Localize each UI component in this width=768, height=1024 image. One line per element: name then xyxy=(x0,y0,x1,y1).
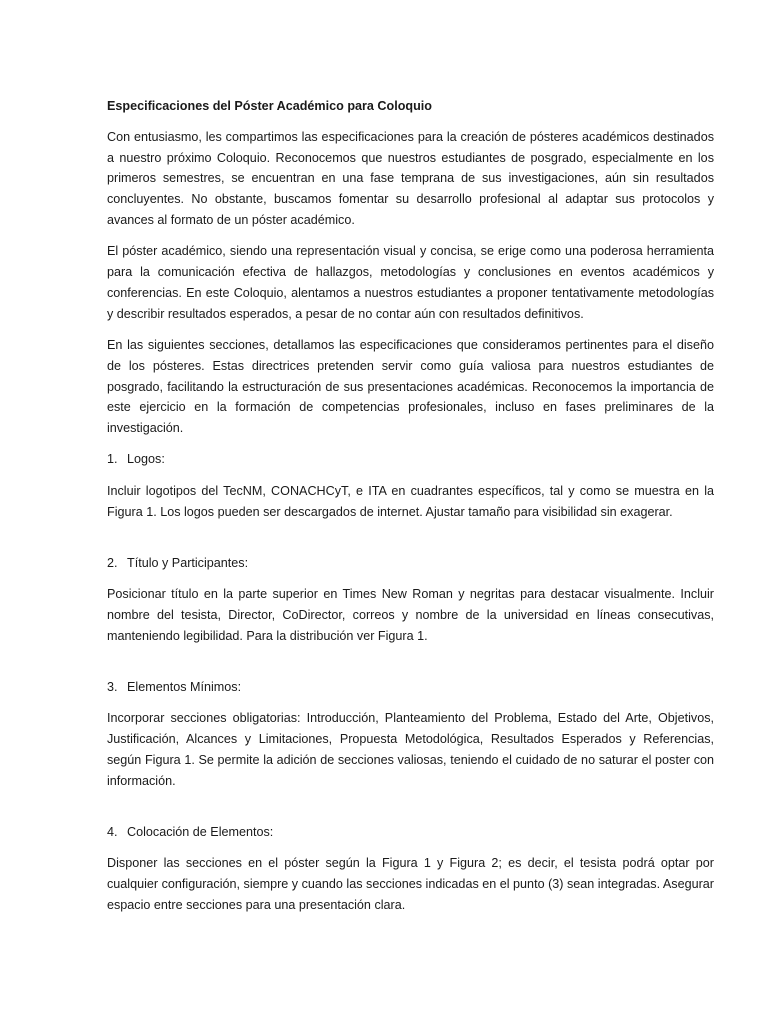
intro-paragraph-3: En las siguientes secciones, detallamos las especificaciones que consideramos pertinentes para el diseño de los pósteres. Estas directrices pretenden servir como guía valiosa para nuestros estudiantes de posgrado, facilitando la estructuración de sus presentaciones académicas. Reconocemos la importancia de este ejercicio en la formación de competencias profesionales, incluso en fases preliminares de la investigación. xyxy=(107,337,714,436)
section-3-body: Incorporar secciones obligatorias: Introducción, Planteamiento del Problema, Estado del Arte, Objetivos, Justificación, Alcances y Limitaciones, Propuesta Metodológica, Resultados Esperados y Referencias, según Figura 1. Se permite la adición de secciones valiosas, teniendo el cuidado de no saturar el poster con información. xyxy=(107,711,714,788)
section-1-body: Incluir logotipos del TecNM, CONACHCyT, e ITA en cuadrantes específicos, tal y como se muestra en la Figura 1. Los logos pueden ser descargados de internet. Ajustar tamaño para visibilidad sin exagerar. xyxy=(107,483,714,519)
section-3-number: 3. xyxy=(107,680,118,695)
intro-paragraph-1: Con entusiasmo, les compartimos las especificaciones para la creación de pósteres académicos destinados a nuestro próximo Coloquio. Reconocemos que nuestros estudiantes de posgrado, especialmente en los primeros semestres, se encuentran en una fase temprana de sus investigaciones, aún sin resultados concluyentes. No obstante, buscamos fomentar su desarrollo profesional al adaptar sus protocolos y avances al formato de un póster académico. xyxy=(107,129,714,227)
spacer xyxy=(107,802,714,822)
intro-paragraph-2: El póster académico, siendo una representación visual y concisa, se erige como una poderosa herramienta para la comunicación efectiva de hallazgos, metodologías y conclusiones en eventos académicos y conferencias. En este Coloquio, alentamos a nuestros estudiantes a proponer tentativamente metodologías y describir resultados esperados, a pesar de no contar aún con resultados definitivos. xyxy=(107,244,714,321)
section-4-title: Colocación de Elementos: xyxy=(127,825,274,840)
document-title: Especificaciones del Póster Académico para Coloquio xyxy=(107,99,432,113)
section-4-number: 4. xyxy=(107,825,118,840)
section-4-heading xyxy=(107,822,714,843)
spacer xyxy=(107,657,714,677)
section-2-title: Título y Participantes: xyxy=(127,555,249,570)
section-4-body: Disponer las secciones en el póster según la Figura 1 y Figura 2; es decir, el tesista podrá optar por cualquier configuración, siempre y cuando las secciones indicadas en el punto (3) sean integradas. Asegurar espacio entre secciones para una presentación clara. xyxy=(107,856,714,912)
section-2-body: Posicionar título en la parte superior en Times New Roman y negritas para destacar visualmente. Incluir nombre del tesista, Director, CoDirector, correos y nombre de la universidad en líneas consecutivas, manteniendo legibilidad. Para la distribución ver Figura 1. xyxy=(107,587,714,643)
section-1-heading xyxy=(107,449,714,470)
section-2-number: 2. xyxy=(107,555,118,570)
section-1-number: 1. xyxy=(107,452,118,467)
section-3-title: Elementos Mínimos: xyxy=(127,680,242,695)
section-2-heading xyxy=(107,553,714,574)
spacer xyxy=(107,533,714,553)
section-1-title: Logos: xyxy=(127,452,165,467)
section-3-heading xyxy=(107,677,714,698)
